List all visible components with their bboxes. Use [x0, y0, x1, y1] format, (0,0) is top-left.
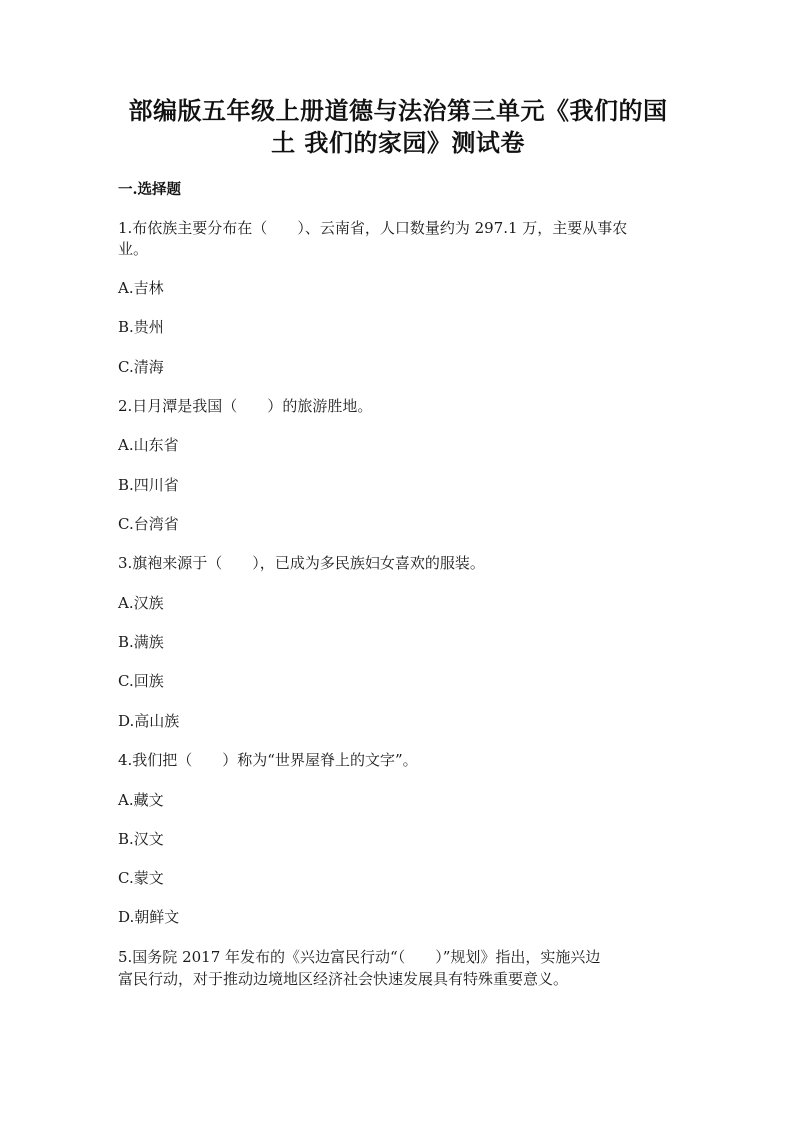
question-1-option-b: B.贵州	[118, 318, 164, 336]
document-title-line-1: 部编版五年级上册道德与法治第三单元《我们的国	[128, 96, 668, 125]
question-4-option-c: C.蒙文	[118, 869, 164, 887]
question-3-stem: 3.旗袍来源于（ ），已成为多民族妇女喜欢的服装。	[118, 554, 485, 572]
question-2-option-b: B.四川省	[118, 476, 179, 494]
question-5-stem-line-2: 富民行动，对于推动边境地区经济社会快速发展具有特殊重要意义。	[118, 970, 569, 988]
question-3-option-c: C.回族	[118, 672, 164, 690]
question-3-option-a: A.汉族	[118, 594, 164, 612]
question-1-stem-line-1: 1.布依族主要分布在（ ）、云南省，人口数量约为 297.1 万，主要从事农	[118, 219, 628, 237]
question-1-stem-line-2: 业。	[118, 240, 149, 258]
question-4-option-d: D.朝鲜文	[118, 908, 180, 926]
question-4-option-b: B.汉文	[118, 830, 164, 848]
question-2-stem: 2.日月潭是我国（ ）的旅游胜地。	[118, 397, 373, 415]
document-title-line-2: 土 我们的家园》测试卷	[271, 128, 525, 157]
question-5-stem-line-1: 5.国务院 2017 年发布的《兴边富民行动“（ ）”规划》指出，实施兴边	[118, 948, 601, 966]
question-2-option-a: A.山东省	[118, 436, 179, 454]
question-3-option-b: B.满族	[118, 633, 164, 651]
question-2-option-c: C.台湾省	[118, 515, 179, 533]
question-3-option-d: D.高山族	[118, 712, 180, 730]
question-1-option-a: A.吉林	[118, 279, 164, 297]
section-heading: 一.选择题	[118, 181, 182, 198]
question-4-stem: 4.我们把（ ）称为“世界屋脊上的文字”。	[118, 751, 418, 769]
question-4-option-a: A.藏文	[118, 791, 164, 809]
question-1-option-c: C.清海	[118, 358, 164, 376]
